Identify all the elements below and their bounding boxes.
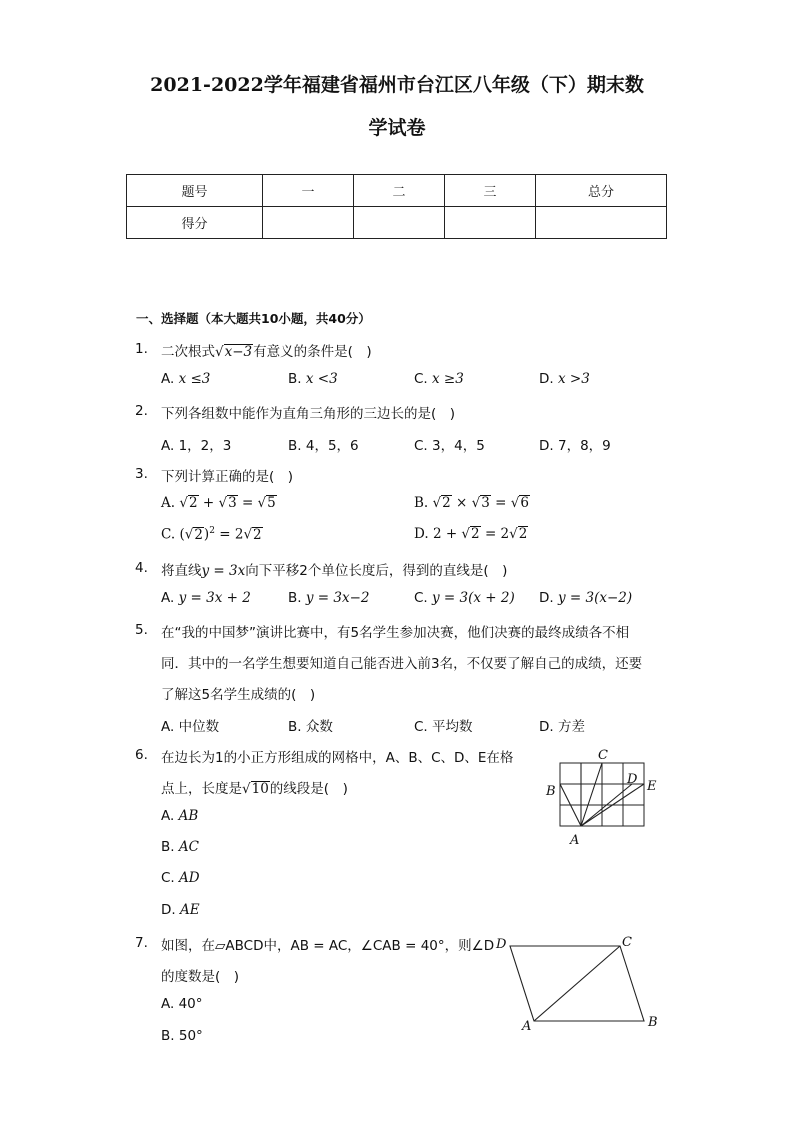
label-a: A [570, 833, 580, 848]
question-6-line: 在边长为1的小正方形组成的网格中，A、B、C、D、E在格 [161, 750, 514, 766]
label-a: A [522, 1019, 532, 1034]
option-a[interactable]: A. x ≤3 [161, 371, 211, 387]
section-header: 一、选择题（本大题共10小题，共40分） [136, 311, 371, 326]
question-number: 3. [135, 466, 148, 482]
label-c: C [598, 748, 608, 763]
score-header-cell: 三 [445, 175, 536, 207]
score-cell[interactable] [536, 207, 667, 239]
score-row-label: 得分 [127, 207, 263, 239]
option-c[interactable]: C. x ≥3 [414, 371, 464, 387]
label-b: B [648, 1015, 658, 1030]
score-cell[interactable] [354, 207, 445, 239]
option-b[interactable]: B. 50° [161, 1028, 203, 1044]
option-d[interactable]: D. y = 3(x−2) [539, 590, 633, 606]
option-d[interactable]: D. 方差 [539, 719, 585, 735]
label-d: D [496, 937, 507, 952]
question-5-line: 了解这5名学生成绩的( ) [161, 687, 316, 703]
option-b[interactable]: B. √2 × √3 = √6 [414, 495, 529, 511]
option-c[interactable]: C. $(√2)^2 = 2√2$ [161, 526, 262, 543]
label-e: E [647, 779, 657, 794]
question-6-line: 点上，长度是√10的线段是( ) [161, 781, 348, 797]
question-3-stem: 下列计算正确的是( ) [161, 469, 294, 485]
diagonal-ac [534, 946, 620, 1021]
option-d[interactable]: D. 7，8，9 [539, 438, 611, 454]
q6-grid-figure [540, 745, 670, 850]
question-number: 6. [135, 747, 148, 763]
q1-pre: 二次根式 [161, 344, 215, 360]
question-1-stem: 二次根式√x−3有意义的条件是( ) [161, 344, 372, 360]
score-header-cell: 二 [354, 175, 445, 207]
label-b: B [546, 784, 556, 799]
question-5-line: 同．其中的一名学生想要知道自己能否进入前3名，不仅要了解自己的成绩，还要 [161, 656, 643, 672]
option-b[interactable]: B. AC [161, 839, 199, 855]
question-number: 4. [135, 560, 148, 576]
question-7-line: 的度数是( ) [161, 969, 240, 985]
option-a[interactable]: A. √2 + √3 = √5 [161, 495, 276, 511]
title-line-1: 2021-2022学年福建省福州市台江区八年级（下）期末数 [150, 74, 644, 96]
option-c[interactable]: C. 平均数 [414, 719, 473, 735]
q7-parallelogram-figure [492, 932, 667, 1037]
q1-radicand: x−3 [224, 344, 253, 360]
question-number: 5. [135, 622, 148, 638]
question-4-stem: 将直线y = 3x向下平移2个单位长度后，得到的直线是( ) [161, 563, 508, 579]
score-header-cell: 一 [263, 175, 354, 207]
score-header-cell: 总分 [536, 175, 667, 207]
option-d[interactable]: D. 2 + √2 = 2√2 [414, 526, 528, 542]
question-7-line: 如图，在▱ABCD中，AB = AC，∠CAB = 40°，则∠D [161, 938, 495, 954]
score-header-cell: 题号 [127, 175, 263, 207]
option-c[interactable]: C. AD [161, 870, 200, 886]
option-a[interactable]: A. 40° [161, 996, 203, 1012]
option-d[interactable]: D. AE [161, 902, 200, 918]
question-2-stem: 下列各组数中能作为直角三角形的三边长的是( ) [161, 406, 456, 422]
score-cell[interactable] [445, 207, 536, 239]
question-number: 1. [135, 341, 148, 357]
title-line-2: 学试卷 [368, 117, 426, 139]
option-b[interactable]: B. x <3 [288, 371, 338, 387]
q1-post: 有意义的条件是( ) [253, 344, 372, 360]
question-number: 2. [135, 403, 148, 419]
option-d[interactable]: D. x >3 [539, 371, 590, 387]
question-number: 7. [135, 935, 148, 951]
option-a[interactable]: A. AB [161, 808, 199, 824]
score-table-row [127, 207, 667, 239]
score-cell[interactable] [263, 207, 354, 239]
label-d: D [627, 772, 638, 787]
option-c[interactable]: C. y = 3(x + 2) [414, 590, 515, 606]
option-b[interactable]: B. 4，5，6 [288, 438, 359, 454]
score-table [126, 174, 667, 239]
option-c[interactable]: C. 3，4，5 [414, 438, 485, 454]
option-b[interactable]: B. 众数 [288, 719, 333, 735]
option-a[interactable]: A. 1，2，3 [161, 438, 232, 454]
option-a[interactable]: A. y = 3x + 2 [161, 590, 251, 606]
label-c: C [622, 935, 632, 950]
option-a[interactable]: A. 中位数 [161, 719, 220, 735]
question-5-line: 在“我的中国梦”演讲比赛中，有5名学生参加决赛，他们决赛的最终成绩各不相 [161, 625, 630, 641]
option-b[interactable]: B. y = 3x−2 [288, 590, 370, 606]
score-table-header-row [127, 175, 667, 207]
segment-ac [581, 763, 602, 826]
